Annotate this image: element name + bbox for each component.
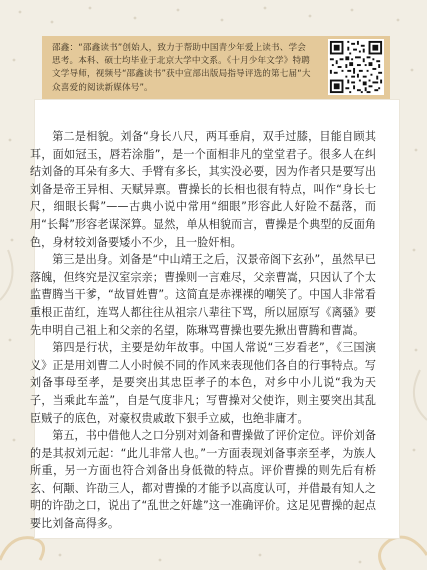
paragraph-childhood: 第四是行状，主要是幼年故事。中国人常说“三岁看老”，《三国演义》正是用刘曹二人小时候不同的作风来表现他们各自的行事特点。写刘备事母至孝，是要突出其忠臣孝子的本色，对乡中小儿说“我为天子，当乘此车盖”，自是气度非凡；写曹操对父使诈，则主要突出其乱臣贼子的底色，对豪权贵戚敢下狠手立威，也绝非庸才。 <box>30 341 376 425</box>
paragraph-evaluation: 第五，书中借他人之口分别对刘备和曹操做了评价定位。评价刘备的是其叔刘元起：“此儿非常人也。”一方面表现刘备事亲至孝，为族人所重，另一方面也符合刘备出身低微的特点。评价曹操的则先后有桥玄、何颙、许劭三人，都对曹操的才能予以高度认可，并借最有知人之明的许劭之口，说出了“乱世之奸雄”这一准确评价。这足见曹操的起点要比刘备高得多。 <box>30 429 376 531</box>
author-bio-text: 邵鑫：“邵鑫读书”创始人，致力于帮助中国青少年爱上读书、学会思考。本科、硕士均毕业于北京大学中文系。《十月少年文学》特聘文学导师，视频号“邵鑫读书”获中宣部出版局指导评选的第七届“大众喜爱的阅读新媒体号”。 <box>52 43 311 93</box>
qr-code-image <box>328 39 384 95</box>
paragraph-origin: 第三是出身。刘备是“中山靖王之后，汉景帝阁下玄孙”，虽然早已落魄，但终究是汉室宗亲；曹操则一言难尽，父亲曹嵩，只因认了个太监曹腾当干爹，“故冒姓曹”。这简直是赤裸裸的嘲笑了。中国人非常看重根正苗红，连骂人都往往从祖宗八辈往下骂，所以屈原写《离骚》要先申明自己祖上和父亲的名望，陈琳骂曹操也要先揪出曹腾和曹嵩。 <box>30 253 376 337</box>
article-body <box>30 128 376 533</box>
author-bio-banner <box>42 36 390 100</box>
paragraph-appearance: 第二是相貌。刘备“身长八尺，两耳垂肩，双手过膝，目能自顾其耳，面如冠玉，唇若涂脂”，是一个面相非凡的堂堂君子。很多人在纠结刘备的耳朵有多大、手臂有多长，其实没必要，因为作者只是要写出刘备是帝王异相、天赋异禀。曹操长的长相也很有特点，叫作“身长七尺，细眼长髯”——古典小说中常用“细眼”形容此人好险不磊落，而用“长髯”形容老谋深算。显然，单从相貌而言，曹操是个典型的反面角色，身材较刘备要矮小不少，且一脸奸相。 <box>30 130 376 249</box>
